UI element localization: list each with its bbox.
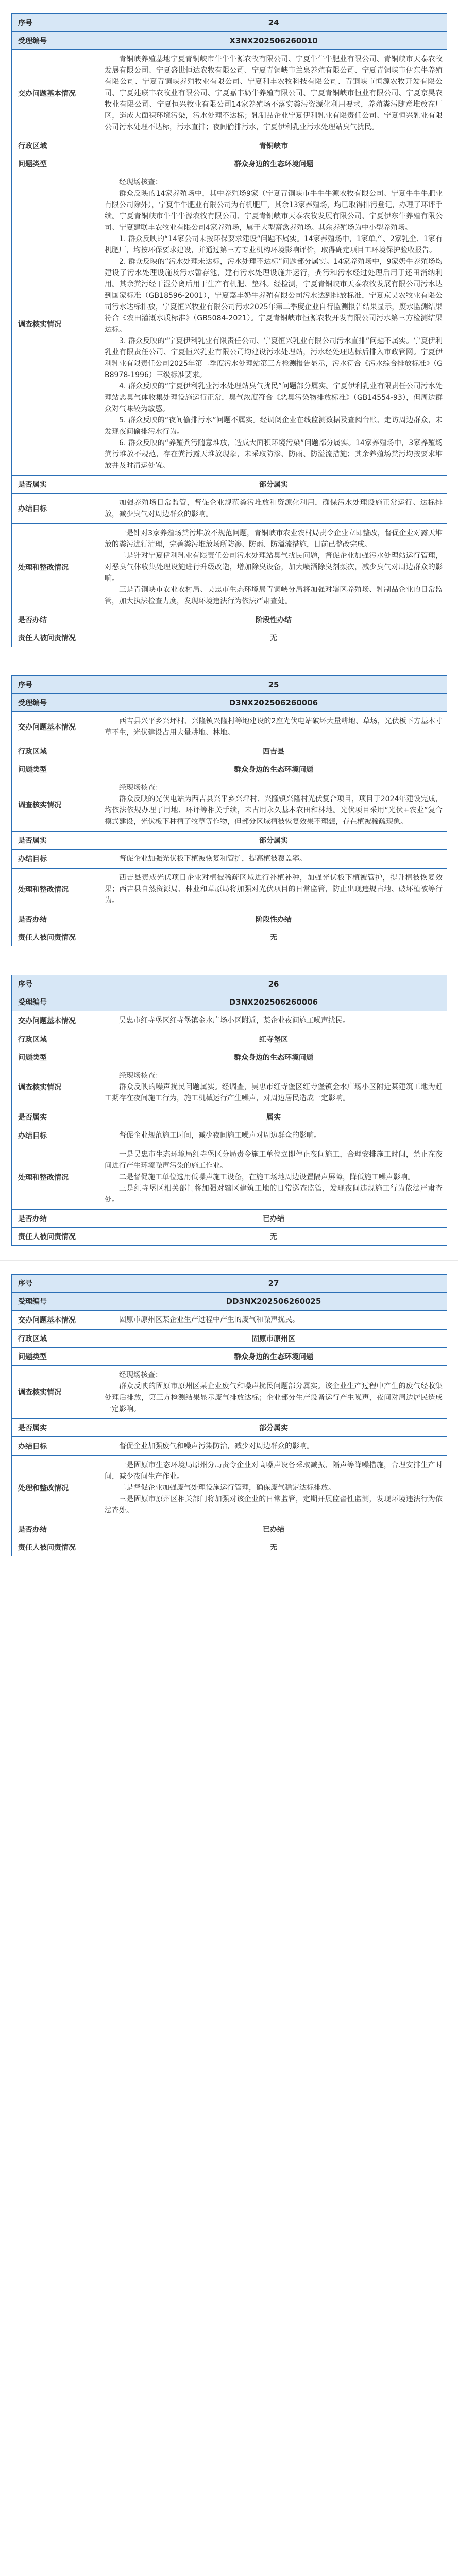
- label-content: 交办问题基本情况: [12, 712, 100, 742]
- row-seq: [12, 975, 447, 993]
- row-content: [12, 1011, 447, 1030]
- paragraph: 5. 群众反映的“夜间偷排污水”问题不属实。经调阅企业在线监测数据及查阅台账、走访周边群众，未发现夜间偷排污水行为。: [105, 416, 443, 436]
- value-region: 青铜峡市: [100, 137, 447, 155]
- value-verify: [100, 1366, 447, 1419]
- label-verify: 调查核实情况: [12, 173, 100, 476]
- row-closed: [12, 1520, 447, 1538]
- row-seq: [12, 14, 447, 32]
- row-verify: [12, 173, 447, 476]
- row-accountable: [12, 629, 447, 647]
- label-accept-no: 受理编号: [12, 1293, 100, 1311]
- label-result: 办结目标: [12, 1126, 100, 1145]
- value-is-true: 属实: [100, 1108, 447, 1126]
- row-result: [12, 494, 447, 524]
- paragraph: 经现场核查：: [119, 1371, 162, 1379]
- value-is-true: 部分属实: [100, 1419, 447, 1437]
- label-accountable: 责任人被问责情况: [12, 928, 100, 946]
- value-closed: 阶段性办结: [100, 611, 447, 629]
- row-accept-no: [12, 32, 447, 50]
- value-accountable: 无: [100, 1228, 447, 1246]
- paragraph: 一是吴忠市生态环境局红寺堡区分局责令施工单位立即停止夜间施工，合理安排施工时间，禁止在夜间进行产生环境噪声污染的施工作业。: [105, 1150, 443, 1170]
- label-is-true: 是否属实: [12, 1419, 100, 1437]
- case-table: [11, 675, 447, 946]
- label-result: 办结目标: [12, 1437, 100, 1456]
- value-accept-no: DD3NX202506260025: [100, 1293, 447, 1311]
- paragraph: 三是青铜峡市农业农村局、吴忠市生态环境局青铜峡分局将加强对辖区养殖场、乳制品企业的日常监管，加大执法检查力度，发现环境违法行为依法严肃查处。: [105, 586, 443, 605]
- row-type: [12, 155, 447, 173]
- label-result: 办结目标: [12, 494, 100, 524]
- label-closed: 是否办结: [12, 910, 100, 928]
- value-region: 固原市原州区: [100, 1330, 447, 1348]
- row-is-true: [12, 1108, 447, 1126]
- label-content: 交办问题基本情况: [12, 50, 100, 137]
- label-content: 交办问题基本情况: [12, 1011, 100, 1030]
- paragraph: 4. 群众反映的“宁夏伊利乳业污水处理站臭气扰民”问题部分属实。宁夏伊利乳业有限责任公司污水处理站恶臭气体收集处理设施运行正常，臭气浓度符合《恶臭污染物排放标准》（GB14554-93），但周边群众对气味较为敏感。: [105, 382, 443, 413]
- label-type: 问题类型: [12, 1048, 100, 1066]
- row-region: [12, 137, 447, 155]
- paragraph: 督促企业规范施工时间，减少夜间施工噪声对周边群众的影响。: [119, 1131, 321, 1140]
- row-type: [12, 1348, 447, 1366]
- paragraph: 一是针对3家养殖场粪污堆放不规范问题，青铜峡市农业农村局责令企业立即整改，督促企业对露天堆放的粪污进行清理，完善粪污堆放场所防渗、防雨、防溢流措施，目前已整改完成。: [105, 529, 443, 549]
- row-content: [12, 1311, 447, 1330]
- row-region: [12, 1330, 447, 1348]
- row-accept-no: [12, 993, 447, 1011]
- paragraph: 西吉县兴平乡兴坪村、兴隆镇兴隆村等地建设的2座光伏电站破坏大量耕地、草场，光伏板下方基本寸草不生，光伏建设占用大量耕地、林地。: [105, 717, 443, 737]
- value-accountable: 无: [100, 928, 447, 946]
- label-seq: 序号: [12, 975, 100, 993]
- row-accept-no: [12, 694, 447, 712]
- label-region: 行政区域: [12, 137, 100, 155]
- value-result: [100, 850, 447, 869]
- value-type: 群众身边的生态环境问题: [100, 155, 447, 173]
- value-measures: [100, 869, 447, 910]
- paragraph: 经现场核查：: [119, 178, 162, 187]
- paragraph: 1. 群众反映的“14家公司未按环保要求建设”问题不属实。14家养殖场中，1家单产、2家乳企、1家有机肥厂，均按环保要求建设，并通过第三方专业机构环境影响评价，取得确定项目工环境保护验收报告。: [105, 235, 443, 255]
- value-type: 群众身边的生态环境问题: [100, 760, 447, 778]
- label-seq: 序号: [12, 676, 100, 694]
- label-type: 问题类型: [12, 155, 100, 173]
- row-seq: [12, 676, 447, 694]
- label-seq: 序号: [12, 1275, 100, 1293]
- paragraph: 二是针对宁夏伊利乳业有限责任公司污水处理站臭气扰民问题，督促企业加强污水处理站运行管理，对恶臭气体收集处理设施进行升级改造，增加除臭设备，加大喷洒除臭剂频次，减少臭气对周边群众的影响。: [105, 552, 443, 583]
- row-region: [12, 1030, 447, 1048]
- row-seq: [12, 1275, 447, 1293]
- case-record: [0, 0, 458, 662]
- paragraph: 三是固原市原州区相关部门将加强对该企业的日常监管，定期开展监督性监测，发现环境违法行为依法查处。: [105, 1495, 443, 1515]
- label-accept-no: 受理编号: [12, 993, 100, 1011]
- row-result: [12, 1437, 447, 1456]
- label-measures: 处理和整改情况: [12, 1145, 100, 1210]
- case-table: [11, 13, 447, 647]
- value-measures: [100, 1145, 447, 1210]
- label-accept-no: 受理编号: [12, 694, 100, 712]
- row-result: [12, 850, 447, 869]
- value-region: 西吉县: [100, 742, 447, 760]
- row-closed: [12, 611, 447, 629]
- value-closed: 已办结: [100, 1210, 447, 1228]
- label-seq: 序号: [12, 14, 100, 32]
- value-result: [100, 1437, 447, 1456]
- label-is-true: 是否属实: [12, 476, 100, 494]
- row-accountable: [12, 1538, 447, 1556]
- row-is-true: [12, 832, 447, 850]
- value-measures: [100, 1456, 447, 1520]
- label-type: 问题类型: [12, 1348, 100, 1366]
- row-is-true: [12, 1419, 447, 1437]
- value-is-true: 部分属实: [100, 476, 447, 494]
- value-verify: [100, 173, 447, 476]
- label-accountable: 责任人被问责情况: [12, 1228, 100, 1246]
- value-content: [100, 1011, 447, 1030]
- value-closed: 阶段性办结: [100, 910, 447, 928]
- label-measures: 处理和整改情况: [12, 524, 100, 611]
- label-content: 交办问题基本情况: [12, 1311, 100, 1330]
- row-accountable: [12, 1228, 447, 1246]
- case-table: [11, 1274, 447, 1556]
- label-type: 问题类型: [12, 760, 100, 778]
- value-result: [100, 494, 447, 524]
- case-record: [0, 961, 458, 1260]
- value-seq: 25: [100, 676, 447, 694]
- value-accountable: 无: [100, 1538, 447, 1556]
- label-measures: 处理和整改情况: [12, 869, 100, 910]
- paragraph: 青铜峡养殖基地宁夏青铜峡市牛牛牛源农牧有限公司、宁夏牛牛牛肥业有限公司、青铜峡市天泰农牧发展有限公司、宁夏盛世恒达农牧有限公司、宁夏青铜峡市兰泉养殖有限公司、宁夏青铜峡市伊东牛养殖有限公司、宁夏青铜峡养殖牧业有限公司、宁夏利丰农牧科技有限公司、青铜峡市恒源农牧开发有限公司、宁夏建联丰农牧业有限公司、宁夏嘉丰奶牛养殖有限公司、宁夏青铜峡市恒业有限公司、宁夏京昊农牧业有限公司、宁夏恒兴牧业有限公司14家养殖场不落实粪污资源化利用要求，养殖粪污随意堆放在厂区，造成大面积环境污染，污水处理不达标；乳制品企业宁夏伊利乳业有限责任公司、宁夏恒兴乳业有限公司污水处理不达标，污水直排；夜间偷排污水，宁夏伊利乳业污水处理站臭气扰民。: [105, 55, 443, 131]
- row-measures: [12, 869, 447, 910]
- value-content: [100, 712, 447, 742]
- paragraph: 3. 群众反映的“宁夏伊利乳业有限责任公司、宁夏恒兴乳业有限公司污水直排”问题不属实。宁夏伊利乳业有限责任公司、宁夏恒兴乳业有限公司均建设污水处理站，污水经处理达标后排入市政管网。宁夏伊利乳业有限责任公司2025年第二季度污水处理站第三方检测报告显示，污水符合《污水综合排放标准》（GB8978-1996）三级标准要求。: [105, 337, 443, 379]
- value-seq: 24: [100, 14, 447, 32]
- value-is-true: 部分属实: [100, 832, 447, 850]
- row-measures: [12, 524, 447, 611]
- value-type: 群众身边的生态环境问题: [100, 1048, 447, 1066]
- paragraph: 群众反映的噪声扰民问题属实。经调查，吴忠市红寺堡区红寺堡镇金水广场小区附近某建筑工地为赶工期存在夜间施工行为，施工机械运行产生噪声，对周边居民造成一定影响。: [105, 1083, 443, 1103]
- label-is-true: 是否属实: [12, 1108, 100, 1126]
- paragraph: 固原市原州区某企业生产过程中产生的废气和噪声扰民。: [119, 1316, 299, 1324]
- row-measures: [12, 1456, 447, 1520]
- row-result: [12, 1126, 447, 1145]
- label-verify: 调查核实情况: [12, 778, 100, 832]
- row-closed: [12, 910, 447, 928]
- label-closed: 是否办结: [12, 1520, 100, 1538]
- row-type: [12, 1048, 447, 1066]
- label-closed: 是否办结: [12, 611, 100, 629]
- label-region: 行政区域: [12, 742, 100, 760]
- label-verify: 调查核实情况: [12, 1366, 100, 1419]
- paragraph: 吴忠市红寺堡区红寺堡镇金水广场小区附近，某企业夜间施工噪声扰民。: [119, 1016, 350, 1025]
- paragraph: 督促企业加强废气和噪声污染防治，减少对周边群众的影响。: [119, 1442, 314, 1450]
- paragraph: 2. 群众反映的“污水处理未达标，污水处理不达标”问题部分属实。14家养殖场中，9家奶牛养殖场均建设了污水处理设施及污水暂存池，建有污水处理设施并运行，粪污和污水经过处理后用于还田消纳利用。其余粪污经干湿分离后用于生产有机肥、垫料。经检测，宁夏青铜峡市天泰农牧发展有限公司污水达到国家标准（GB18596-2001），宁夏嘉丰奶牛养殖有限公司污水达到排放标准，宁夏京昊农牧业有限公司污水达标排放，宁夏恒兴牧业有限公司污水2025年第二季度企业自行监测报告结果显示，废水监测结果符合《农田灌溉水质标准》（GB5084-2021）。宁夏青铜峡市恒源农牧开发有限公司污水第三方检测结果达标。: [105, 258, 443, 334]
- row-verify: [12, 1366, 447, 1419]
- paragraph: 加强养殖场日常监管，督促企业规范粪污堆放和资源化利用，确保污水处理设施正常运行、达标排放，减少臭气对周边群众的影响。: [105, 499, 443, 518]
- value-content: [100, 1311, 447, 1330]
- value-verify: [100, 1066, 447, 1108]
- paragraph: 群众反映的光伏电站为西吉县兴平乡兴坪村、兴隆镇兴隆村光伏复合项目，项目于2024年建设完成，均依法依规办理了用地、环评等相关手续，未占用永久基本农田和林地。光伏项目采用“光伏+农业”复合模式建设，光伏板下种植了牧草等作物，但部分区域植被恢复效果不理想，存在植被稀疏现象。: [105, 795, 443, 826]
- label-closed: 是否办结: [12, 1210, 100, 1228]
- paragraph: 二是督促施工单位选用低噪声施工设备，在施工场地周边设置隔声屏障，降低施工噪声影响。: [119, 1173, 415, 1181]
- label-region: 行政区域: [12, 1330, 100, 1348]
- paragraph: 一是固原市生态环境局原州分局责令企业对高噪声设备采取减振、隔声等降噪措施，合理安排生产时间，减少夜间生产作业。: [105, 1461, 443, 1481]
- value-measures: [100, 524, 447, 611]
- label-accountable: 责任人被问责情况: [12, 1538, 100, 1556]
- row-closed: [12, 1210, 447, 1228]
- value-seq: 27: [100, 1275, 447, 1293]
- paragraph: 6. 群众反映的“养殖粪污随意堆放，造成大面积环境污染”问题部分属实。14家养殖场中，3家养殖场粪污堆放不规范，存在粪污露天堆放现象，未采取防渗、防雨、防溢流措施；其余养殖场粪污均按要求堆放并及时清运处置。: [105, 439, 443, 470]
- value-accountable: 无: [100, 629, 447, 647]
- row-verify: [12, 1066, 447, 1108]
- paragraph: 三是红寺堡区相关部门将加强对辖区建筑工地的日常巡查监管，发现夜间违规施工行为依法严肃查处。: [105, 1184, 443, 1204]
- label-accountable: 责任人被问责情况: [12, 629, 100, 647]
- value-accept-no: X3NX202506260010: [100, 32, 447, 50]
- row-type: [12, 760, 447, 778]
- paragraph: 经现场核查：: [119, 1072, 162, 1080]
- value-region: 红寺堡区: [100, 1030, 447, 1048]
- label-verify: 调查核实情况: [12, 1066, 100, 1108]
- paragraph: 经现场核查：: [119, 784, 162, 792]
- paragraph: 群众反映的14家养殖场中，其中养殖场9家（宁夏青铜峡市牛牛牛源农牧有限公司、宁夏牛牛牛肥业有限公司除外），宁夏牛牛肥业有限公司为有机肥厂，其余13家养殖场，均已取得排污登记，办理了环评手续。宁夏青铜峡市牛牛牛源农牧有限公司、宁夏青铜峡市天泰农牧发展有限公司、宁夏伊东牛养殖有限公司、宁夏建联丰农牧业有限公司4家养殖场，属于大型畜禽养殖场。其余养殖场为中小型养殖场。: [105, 190, 443, 232]
- value-result: [100, 1126, 447, 1145]
- case-table: [11, 975, 447, 1246]
- value-content: [100, 50, 447, 137]
- label-region: 行政区域: [12, 1030, 100, 1048]
- case-record: [0, 662, 458, 961]
- row-accept-no: [12, 1293, 447, 1311]
- value-accept-no: D3NX202506260006: [100, 694, 447, 712]
- row-content: [12, 712, 447, 742]
- row-verify: [12, 778, 447, 832]
- paragraph: 群众反映的固原市原州区某企业废气和噪声扰民问题部分属实。该企业生产过程中产生的废气经收集处理后排放，第三方检测结果显示废气排放达标；企业部分生产设备运行产生噪声，夜间对周边居民造成一定影响。: [105, 1382, 443, 1413]
- value-closed: 已办结: [100, 1520, 447, 1538]
- label-measures: 处理和整改情况: [12, 1456, 100, 1520]
- row-content: [12, 50, 447, 137]
- paragraph: 西吉县责成光伏项目企业对植被稀疏区域进行补植补种，加强光伏板下植被管护，提升植被恢复效果；西吉县自然资源局、林业和草原局将加强对光伏项目的日常监管，防止出现违规占地、破坏植被等行为。: [105, 874, 443, 905]
- row-measures: [12, 1145, 447, 1210]
- value-verify: [100, 778, 447, 832]
- case-record: [0, 1260, 458, 1571]
- value-seq: 26: [100, 975, 447, 993]
- row-region: [12, 742, 447, 760]
- value-type: 群众身边的生态环境问题: [100, 1348, 447, 1366]
- paragraph: 督促企业加强光伏板下植被恢复和管护，提高植被覆盖率。: [119, 855, 307, 863]
- label-is-true: 是否属实: [12, 832, 100, 850]
- row-accountable: [12, 928, 447, 946]
- value-accept-no: D3NX202506260006: [100, 993, 447, 1011]
- paragraph: 二是督促企业加强废气处理设施运行管理，确保废气稳定达标排放。: [119, 1484, 335, 1492]
- row-is-true: [12, 476, 447, 494]
- label-result: 办结目标: [12, 850, 100, 869]
- label-accept-no: 受理编号: [12, 32, 100, 50]
